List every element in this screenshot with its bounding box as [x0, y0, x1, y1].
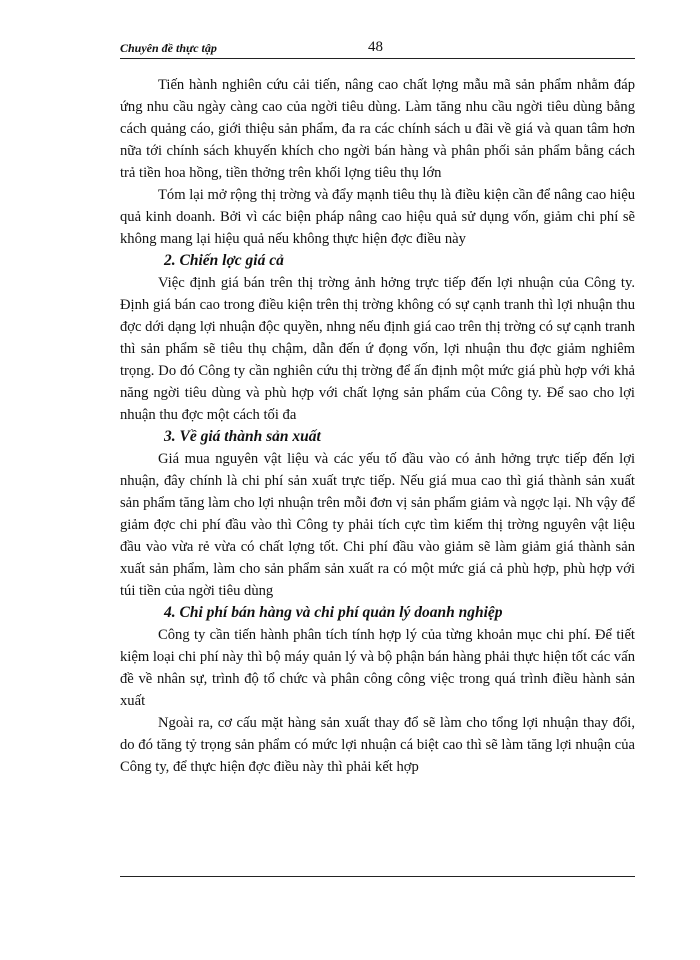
section-heading-pricing-strategy: 2. Chiến lợc giá cả [164, 252, 284, 269]
paragraph-market-expansion: Tóm lại mở rộng thị trờng và đẩy mạnh tiêu thụ là điều kiện cần để nâng cao hiệu quả kinh doanh. Bởi vì các biện pháp nâng cao hiệu quả sử dụng vốn, giảm chi phí sẽ không mang lại hiệu quả nếu không thực hiện đợc điều này [120, 187, 635, 247]
paragraph-product-mix: Ngoài ra, cơ cấu mặt hàng sản xuất thay đổ sẽ làm cho tổng lợi nhuận thay đổi, do đó tăng tỷ trọng sản phẩm có mức lợi nhuận cá biệt cao thì sẽ làm tăng lợi nhuận của Công ty, để thực hiện đợc điều này thì phải kết hợp [120, 715, 635, 775]
paragraph-production-cost: Giá mua nguyên vật liệu và các yếu tố đầu vào có ảnh hởng trực tiếp đến lợi nhuận, đây chính là chi phí sản xuất trực tiếp. Nếu giá mua cao thì giá thành sản xuất sản phẩm tăng làm cho lợi nhuận trên mỗi đơn vị sản phẩm giảm và ngợc lại. Nh vậy để giảm đợc chi phí đầu vào thì Công ty phải tích cực tìm kiếm thị trờng nguyên vật liệu đầu vào vừa rẻ vừa có chất lợng tốt. Chi phí đầu vào giảm sẽ làm giảm giá thành sản xuất sản phẩm, làm cho sản phẩm sản xuất ra có một mức giá cả phù hợp, phù hợp với túi tiền của ngời tiêu dùng [120, 451, 635, 599]
paragraph-cost-analysis: Công ty cần tiến hành phân tích tính hợp lý của từng khoản mục chi phí. Để tiết kiệm loại chi phí này thì bộ máy quản lý và bộ phận bán hàng phải thực hiện tốt các vấn đề về nhân sự, trình độ tổ chức và phân công công việc trong quá trình điều hành sản xuất [120, 627, 635, 709]
paragraph-pricing: Việc định giá bán trên thị trờng ảnh hởng trực tiếp đến lợi nhuận của Công ty. Định giá bán cao trong điều kiện trên thị trờng không có sự cạnh tranh thì lợi nhuận thu đợc dới dạng lợi nhuận độc quyền, nhng nếu định giá cao trên thị trờng có sự cạnh tranh thì sản phẩm sẽ tiêu thụ chậm, dẫn đến ứ đọng vốn, lợi nhuận thu đợc giảm nghiêm trọng. Do đó Công ty cần nghiên cứu thị trờng để ấn định một mức giá phù hợp với khả năng ngời tiêu dùng và phù hợp với chất lợng sản phẩm của Công ty. Để sao cho lợi nhuận thu đợc một cách tối đa [120, 275, 635, 423]
paragraph-product-quality: Tiến hành nghiên cứu cải tiến, nâng cao chất lợng mẫu mã sản phẩm nhằm đáp ứng nhu cầu ngày càng cao của ngời tiêu dùng. Làm tăng nhu cầu ngời tiêu dùng bằng cách quảng cáo, giới thiệu sản phẩm, đa ra các chính sách u đãi về giá và quan tâm hơn nữa tới chính sách khuyến khích cho ngời bán hàng và phân phối sản phẩm bằng cách trả tiền hoa hồng, tiền thởng trên khối lợng tiêu thụ lớn [120, 77, 635, 181]
header-title: Chuyên đề thực tập [120, 41, 217, 55]
section-heading-selling-admin-cost: 4. Chi phí bán hàng và chi phí quản lý doanh nghiệp [164, 604, 503, 621]
footer-divider [120, 876, 635, 877]
page-number: 48 [368, 39, 383, 55]
page-header [120, 40, 635, 59]
section-heading-production-cost: 3. Về giá thành sản xuất [164, 428, 321, 445]
document-body [120, 74, 635, 778]
